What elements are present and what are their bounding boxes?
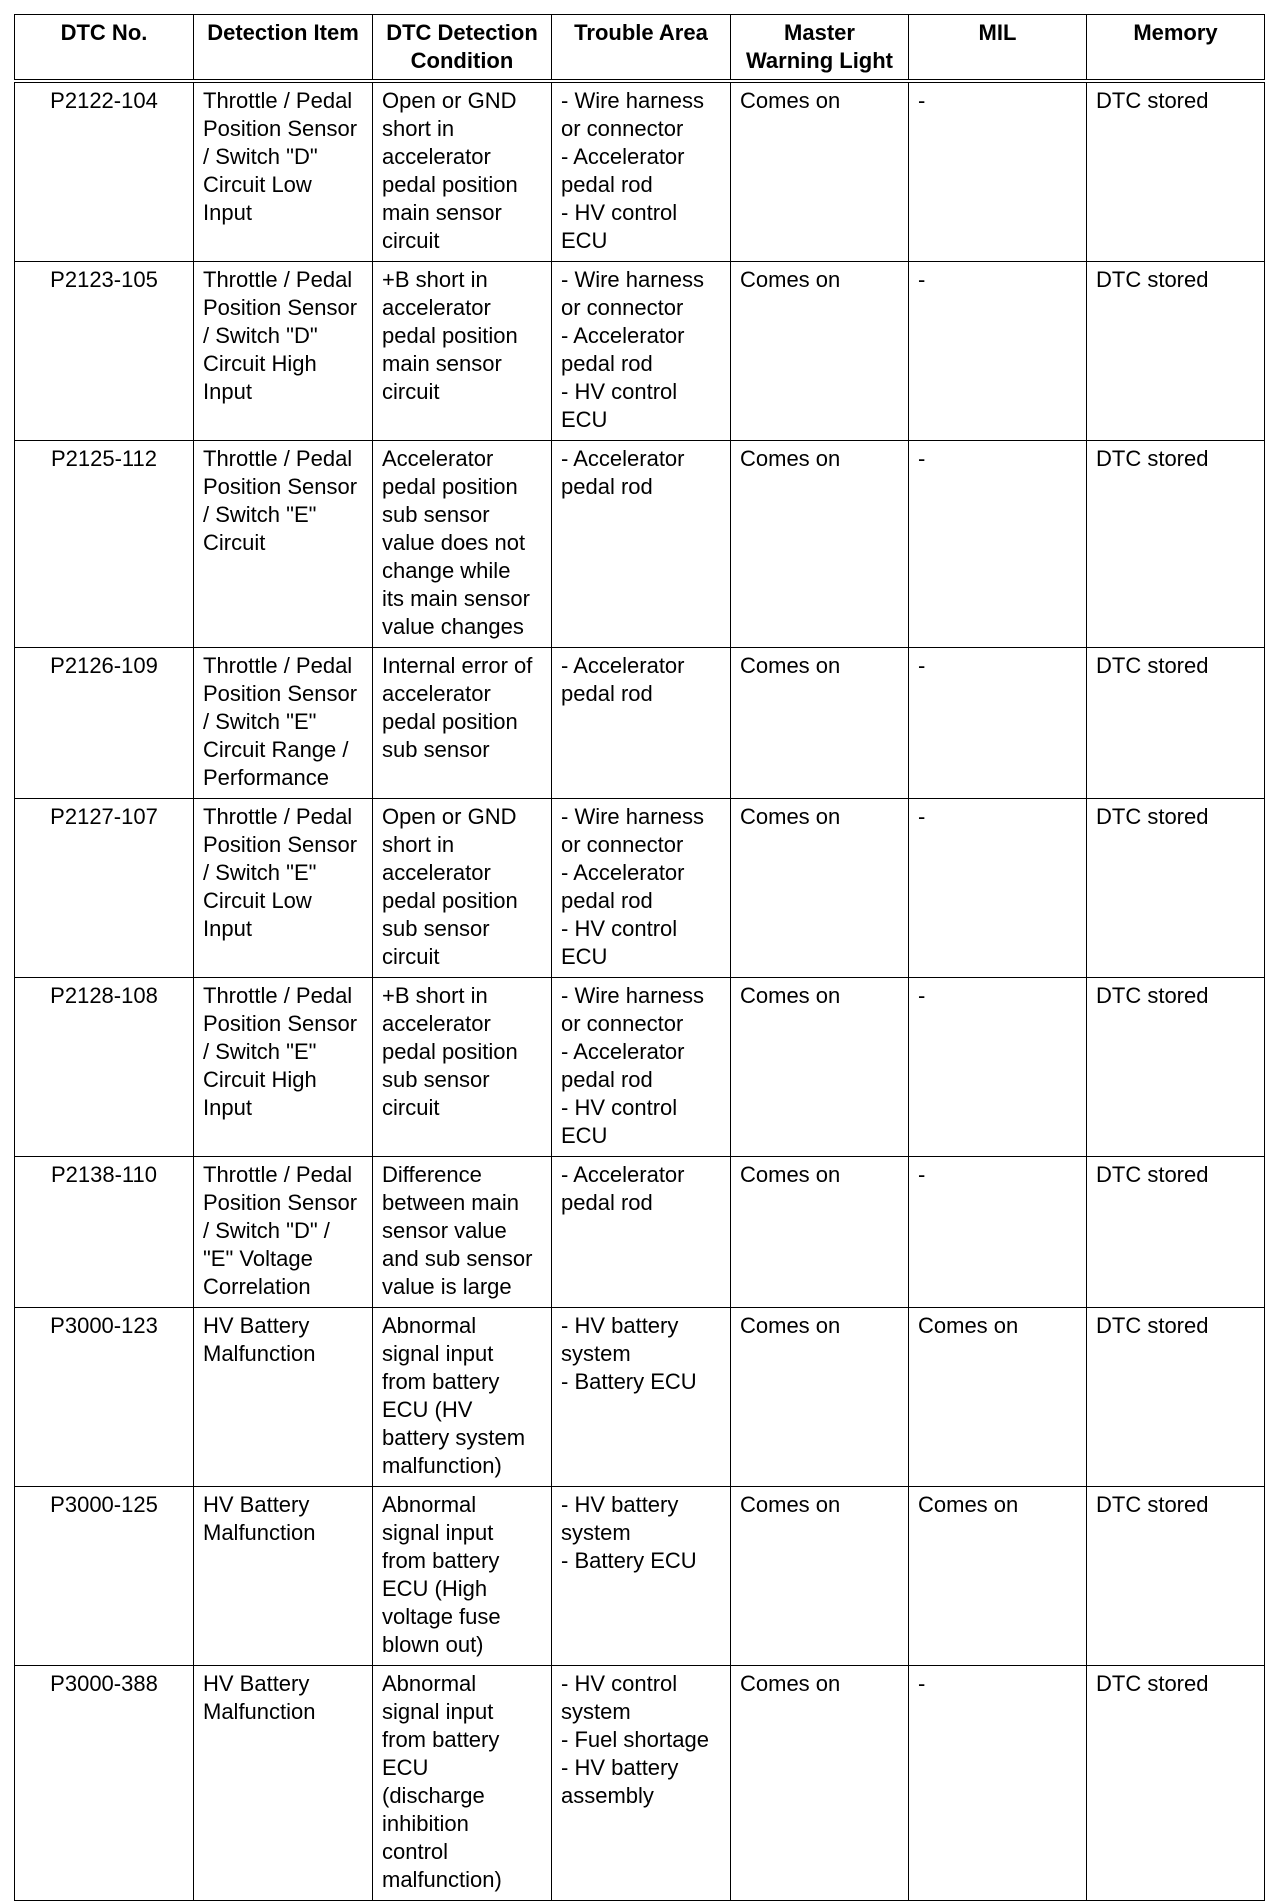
master-warning-light-cell: Comes on xyxy=(731,978,909,1157)
detection-item-cell-line: HV Battery xyxy=(203,1492,310,1517)
table-row xyxy=(15,81,1265,262)
detection-item-cell-line: Throttle / Pedal xyxy=(203,653,353,678)
dtc-number-cell: P2123-105 xyxy=(15,262,194,441)
detection-condition-cell-line: pedal position xyxy=(382,323,518,348)
detection-condition-cell-line: and sub sensor xyxy=(382,1246,533,1271)
trouble-area-cell-line: pedal rod xyxy=(561,1190,653,1215)
trouble-area-cell-line: - HV control xyxy=(561,200,678,225)
detection-item-cell-line: Position Sensor xyxy=(203,474,358,499)
detection-item-cell-line: Position Sensor xyxy=(203,681,358,706)
table-row xyxy=(15,799,1265,978)
detection-condition-cell-line: voltage fuse xyxy=(382,1604,501,1629)
mil-cell: - xyxy=(909,648,1087,799)
detection-condition-cell-line: accelerator xyxy=(382,1011,491,1036)
detection-condition-cell-line: from battery xyxy=(382,1369,500,1394)
detection-item-cell-line: Throttle / Pedal xyxy=(203,446,353,471)
detection-condition-cell-line: inhibition xyxy=(382,1811,469,1836)
detection-item-cell-line: / Switch "E" xyxy=(203,860,317,885)
detection-condition-cell-line: malfunction) xyxy=(382,1453,502,1478)
header-master-warning-light xyxy=(731,15,909,82)
detection-item-cell-line: Malfunction xyxy=(203,1699,316,1724)
detection-item-cell-line: Position Sensor xyxy=(203,1011,358,1036)
detection-item-cell xyxy=(194,799,373,978)
detection-condition-cell-line: signal input xyxy=(382,1699,494,1724)
trouble-area-cell-line: - Accelerator xyxy=(561,1162,685,1187)
detection-item-cell-line: Input xyxy=(203,1095,252,1120)
header-mil xyxy=(909,15,1087,82)
trouble-area-cell-line: - HV battery xyxy=(561,1755,679,1780)
detection-item-cell-line: / Switch "E" xyxy=(203,502,317,527)
detection-item-cell-line: Circuit High xyxy=(203,1067,317,1092)
header-text-line: DTC No. xyxy=(60,20,148,45)
dtc-number-cell: P3000-123 xyxy=(15,1308,194,1487)
detection-item-cell-line: "E" Voltage xyxy=(203,1246,313,1271)
trouble-area-cell-line: pedal rod xyxy=(561,681,653,706)
trouble-area-cell-line: system xyxy=(561,1699,631,1724)
detection-condition-cell-line: control xyxy=(382,1839,449,1864)
master-warning-light-cell: Comes on xyxy=(731,441,909,648)
master-warning-light-cell: Comes on xyxy=(731,648,909,799)
table-row xyxy=(15,1487,1265,1666)
detection-condition-cell-line: between main xyxy=(382,1190,519,1215)
trouble-area-cell-line: - Battery ECU xyxy=(561,1548,697,1573)
trouble-area-cell-line: - Wire harness xyxy=(561,267,705,292)
detection-condition-cell-line: sub sensor xyxy=(382,737,490,762)
detection-condition-cell-line: circuit xyxy=(382,1095,440,1120)
trouble-area-cell-line: - Accelerator xyxy=(561,323,685,348)
dtc-number-cell: P2138-110 xyxy=(15,1157,194,1308)
master-warning-light-cell: Comes on xyxy=(731,1308,909,1487)
dtc-table xyxy=(14,14,1265,1901)
detection-condition-cell xyxy=(373,441,552,648)
detection-condition-cell-line: Abnormal xyxy=(382,1671,477,1696)
trouble-area-cell-line: ECU xyxy=(561,944,608,969)
dtc-number-cell: P3000-388 xyxy=(15,1666,194,1901)
detection-condition-cell-line: +B short in xyxy=(382,983,488,1008)
detection-condition-cell-line: pedal position xyxy=(382,1039,518,1064)
detection-condition-cell-line: blown out) xyxy=(382,1632,484,1657)
detection-condition-cell-line: short in xyxy=(382,116,455,141)
detection-condition-cell-line: change while xyxy=(382,558,511,583)
table-row xyxy=(15,262,1265,441)
dtc-number-cell: P2125-112 xyxy=(15,441,194,648)
memory-cell: DTC stored xyxy=(1087,1487,1265,1666)
dtc-number-cell: P2128-108 xyxy=(15,978,194,1157)
memory-cell: DTC stored xyxy=(1087,799,1265,978)
trouble-area-cell-line: - HV battery xyxy=(561,1492,679,1517)
trouble-area-cell-line: - Accelerator xyxy=(561,1039,685,1064)
detection-condition-cell-line: Difference xyxy=(382,1162,482,1187)
master-warning-light-cell: Comes on xyxy=(731,1487,909,1666)
dtc-number-cell: P2127-107 xyxy=(15,799,194,978)
detection-item-cell xyxy=(194,1157,373,1308)
detection-condition-cell-line: pedal position xyxy=(382,172,518,197)
master-warning-light-cell: Comes on xyxy=(731,262,909,441)
mil-cell: Comes on xyxy=(909,1487,1087,1666)
trouble-area-cell-line: - HV control xyxy=(561,379,678,404)
detection-condition-cell-line: sub sensor xyxy=(382,916,490,941)
detection-item-cell-line: Input xyxy=(203,916,252,941)
table-body xyxy=(15,81,1265,1901)
detection-condition-cell-line: sub sensor xyxy=(382,1067,490,1092)
detection-item-cell xyxy=(194,1666,373,1901)
detection-condition-cell xyxy=(373,648,552,799)
trouble-area-cell-line: - Wire harness xyxy=(561,88,705,113)
detection-condition-cell xyxy=(373,978,552,1157)
detection-condition-cell-line: (discharge xyxy=(382,1783,485,1808)
dtc-number-cell: P2126-109 xyxy=(15,648,194,799)
header-detection-condition xyxy=(373,15,552,82)
detection-item-cell xyxy=(194,81,373,262)
mil-cell: - xyxy=(909,799,1087,978)
trouble-area-cell xyxy=(552,1157,731,1308)
detection-item-cell xyxy=(194,262,373,441)
detection-condition-cell-line: pedal position xyxy=(382,888,518,913)
detection-condition-cell-line: its main sensor xyxy=(382,586,530,611)
trouble-area-cell-line: - HV control xyxy=(561,916,678,941)
detection-item-cell-line: Position Sensor xyxy=(203,832,358,857)
detection-item-cell-line: Circuit Range / xyxy=(203,737,349,762)
trouble-area-cell-line: system xyxy=(561,1520,631,1545)
detection-item-cell-line: Position Sensor xyxy=(203,116,358,141)
memory-cell: DTC stored xyxy=(1087,978,1265,1157)
table-row xyxy=(15,1308,1265,1487)
detection-condition-cell-line: main sensor xyxy=(382,200,502,225)
detection-condition-cell-line: sensor value xyxy=(382,1218,507,1243)
detection-condition-cell-line: Abnormal xyxy=(382,1313,477,1338)
detection-item-cell xyxy=(194,648,373,799)
detection-item-cell-line: / Switch "E" xyxy=(203,709,317,734)
table-header xyxy=(15,15,1265,82)
detection-item-cell-line: / Switch "E" xyxy=(203,1039,317,1064)
mil-cell: - xyxy=(909,1666,1087,1901)
detection-condition-cell-line: ECU xyxy=(382,1755,429,1780)
detection-item-cell-line: Circuit High xyxy=(203,351,317,376)
trouble-area-cell-line: - Accelerator xyxy=(561,144,685,169)
detection-item-cell xyxy=(194,1308,373,1487)
trouble-area-cell xyxy=(552,262,731,441)
trouble-area-cell-line: pedal rod xyxy=(561,474,653,499)
master-warning-light-cell: Comes on xyxy=(731,799,909,978)
trouble-area-cell xyxy=(552,978,731,1157)
master-warning-light-cell: Comes on xyxy=(731,1666,909,1901)
trouble-area-cell-line: - Accelerator xyxy=(561,446,685,471)
detection-item-cell-line: Circuit Low xyxy=(203,172,312,197)
table-row xyxy=(15,648,1265,799)
detection-condition-cell xyxy=(373,262,552,441)
trouble-area-cell-line: pedal rod xyxy=(561,888,653,913)
mil-cell: - xyxy=(909,1157,1087,1308)
detection-item-cell-line: Input xyxy=(203,379,252,404)
detection-condition-cell-line: Open or GND xyxy=(382,804,517,829)
trouble-area-cell-line: - Wire harness xyxy=(561,983,705,1008)
trouble-area-cell-line: system xyxy=(561,1341,631,1366)
memory-cell: DTC stored xyxy=(1087,1157,1265,1308)
trouble-area-cell-line: - HV control xyxy=(561,1095,678,1120)
detection-condition-cell xyxy=(373,799,552,978)
header-dtc-no xyxy=(15,15,194,82)
detection-condition-cell-line: accelerator xyxy=(382,860,491,885)
detection-condition-cell-line: accelerator xyxy=(382,681,491,706)
header-text-line: MIL xyxy=(978,20,1017,45)
detection-condition-cell-line: circuit xyxy=(382,379,440,404)
detection-item-cell-line: HV Battery xyxy=(203,1313,310,1338)
trouble-area-cell-line: or connector xyxy=(561,1011,684,1036)
detection-condition-cell-line: Internal error of xyxy=(382,653,533,678)
detection-item-cell-line: Throttle / Pedal xyxy=(203,267,353,292)
trouble-area-cell xyxy=(552,1487,731,1666)
detection-item-cell-line: Position Sensor xyxy=(203,1190,358,1215)
detection-condition-cell-line: accelerator xyxy=(382,144,491,169)
trouble-area-cell xyxy=(552,81,731,262)
detection-condition-cell-line: accelerator xyxy=(382,295,491,320)
trouble-area-cell-line: pedal rod xyxy=(561,351,653,376)
header-detection-item xyxy=(194,15,373,82)
trouble-area-cell-line: ECU xyxy=(561,407,608,432)
detection-condition-cell-line: Open or GND xyxy=(382,88,517,113)
header-row xyxy=(15,15,1265,82)
mil-cell: - xyxy=(909,978,1087,1157)
detection-condition-cell-line: from battery xyxy=(382,1727,500,1752)
trouble-area-cell xyxy=(552,1666,731,1901)
header-text-line: Master xyxy=(784,20,855,45)
trouble-area-cell-line: pedal rod xyxy=(561,172,653,197)
detection-condition-cell xyxy=(373,1308,552,1487)
detection-condition-cell-line: circuit xyxy=(382,228,440,253)
detection-item-cell-line: Malfunction xyxy=(203,1520,316,1545)
header-text-line: Trouble Area xyxy=(574,20,708,45)
mil-cell: Comes on xyxy=(909,1308,1087,1487)
detection-condition-cell-line: +B short in xyxy=(382,267,488,292)
detection-item-cell-line: Throttle / Pedal xyxy=(203,1162,353,1187)
detection-condition-cell-line: pedal position xyxy=(382,474,518,499)
detection-item-cell xyxy=(194,441,373,648)
detection-item-cell-line: Position Sensor xyxy=(203,295,358,320)
master-warning-light-cell: Comes on xyxy=(731,81,909,262)
trouble-area-cell-line: - Fuel shortage xyxy=(561,1727,709,1752)
detection-item-cell-line: Malfunction xyxy=(203,1341,316,1366)
header-text-line: Detection Item xyxy=(207,20,359,45)
detection-item-cell-line: Throttle / Pedal xyxy=(203,983,353,1008)
detection-condition-cell-line: value changes xyxy=(382,614,524,639)
mil-cell: - xyxy=(909,81,1087,262)
trouble-area-cell xyxy=(552,799,731,978)
dtc-number-cell: P3000-125 xyxy=(15,1487,194,1666)
detection-condition-cell-line: battery system xyxy=(382,1425,526,1450)
header-trouble-area xyxy=(552,15,731,82)
detection-item-cell-line: Throttle / Pedal xyxy=(203,804,353,829)
header-text-line: Condition xyxy=(410,48,514,73)
mil-cell: - xyxy=(909,262,1087,441)
memory-cell: DTC stored xyxy=(1087,1308,1265,1487)
detection-item-cell-line: / Switch "D" / xyxy=(203,1218,330,1243)
trouble-area-cell-line: - Wire harness xyxy=(561,804,705,829)
detection-item-cell-line: HV Battery xyxy=(203,1671,310,1696)
trouble-area-cell-line: or connector xyxy=(561,295,684,320)
detection-condition-cell-line: Abnormal xyxy=(382,1492,477,1517)
detection-item-cell-line: Circuit xyxy=(203,530,266,555)
trouble-area-cell-line: - HV control xyxy=(561,1671,678,1696)
detection-condition-cell-line: circuit xyxy=(382,944,440,969)
detection-condition-cell-line: value does not xyxy=(382,530,526,555)
memory-cell: DTC stored xyxy=(1087,262,1265,441)
trouble-area-cell-line: pedal rod xyxy=(561,1067,653,1092)
detection-condition-cell-line: short in xyxy=(382,832,455,857)
detection-condition-cell-line: malfunction) xyxy=(382,1867,502,1892)
memory-cell: DTC stored xyxy=(1087,81,1265,262)
detection-item-cell xyxy=(194,1487,373,1666)
memory-cell: DTC stored xyxy=(1087,648,1265,799)
detection-condition-cell-line: ECU (High xyxy=(382,1576,488,1601)
trouble-area-cell-line: - Accelerator xyxy=(561,860,685,885)
header-text-line: Warning Light xyxy=(745,48,894,73)
table-row xyxy=(15,441,1265,648)
header-text-line: DTC Detection xyxy=(386,20,538,45)
detection-condition-cell-line: from battery xyxy=(382,1548,500,1573)
trouble-area-cell-line: or connector xyxy=(561,116,684,141)
trouble-area-cell-line: or connector xyxy=(561,832,684,857)
detection-condition-cell-line: main sensor xyxy=(382,351,502,376)
header-text-line: Memory xyxy=(1133,20,1218,45)
dtc-number-cell: P2122-104 xyxy=(15,81,194,262)
detection-condition-cell-line: value is large xyxy=(382,1274,512,1299)
header-memory xyxy=(1087,15,1265,82)
detection-condition-cell-line: signal input xyxy=(382,1520,494,1545)
detection-condition-cell-line: Accelerator xyxy=(382,446,494,471)
detection-condition-cell xyxy=(373,1666,552,1901)
memory-cell: DTC stored xyxy=(1087,441,1265,648)
detection-condition-cell-line: signal input xyxy=(382,1341,494,1366)
table-row xyxy=(15,978,1265,1157)
detection-condition-cell-line: pedal position xyxy=(382,709,518,734)
trouble-area-cell xyxy=(552,648,731,799)
trouble-area-cell-line: - Accelerator xyxy=(561,653,685,678)
master-warning-light-cell: Comes on xyxy=(731,1157,909,1308)
mil-cell: - xyxy=(909,441,1087,648)
detection-item-cell-line: / Switch "D" xyxy=(203,144,318,169)
trouble-area-cell xyxy=(552,441,731,648)
detection-item-cell-line: Input xyxy=(203,200,252,225)
detection-condition-cell xyxy=(373,81,552,262)
detection-item-cell xyxy=(194,978,373,1157)
detection-item-cell-line: Throttle / Pedal xyxy=(203,88,353,113)
table-row xyxy=(15,1157,1265,1308)
detection-item-cell-line: Circuit Low xyxy=(203,888,312,913)
trouble-area-cell-line: ECU xyxy=(561,1123,608,1148)
detection-condition-cell xyxy=(373,1157,552,1308)
trouble-area-cell-line: ECU xyxy=(561,228,608,253)
detection-condition-cell-line: sub sensor xyxy=(382,502,490,527)
detection-item-cell-line: Performance xyxy=(203,765,329,790)
trouble-area-cell-line: - Battery ECU xyxy=(561,1369,697,1394)
trouble-area-cell xyxy=(552,1308,731,1487)
detection-condition-cell-line: ECU (HV xyxy=(382,1397,473,1422)
trouble-area-cell-line: assembly xyxy=(561,1783,654,1808)
table-row xyxy=(15,1666,1265,1901)
detection-item-cell-line: / Switch "D" xyxy=(203,323,318,348)
memory-cell: DTC stored xyxy=(1087,1666,1265,1901)
detection-condition-cell xyxy=(373,1487,552,1666)
trouble-area-cell-line: - HV battery xyxy=(561,1313,679,1338)
detection-item-cell-line: Correlation xyxy=(203,1274,311,1299)
